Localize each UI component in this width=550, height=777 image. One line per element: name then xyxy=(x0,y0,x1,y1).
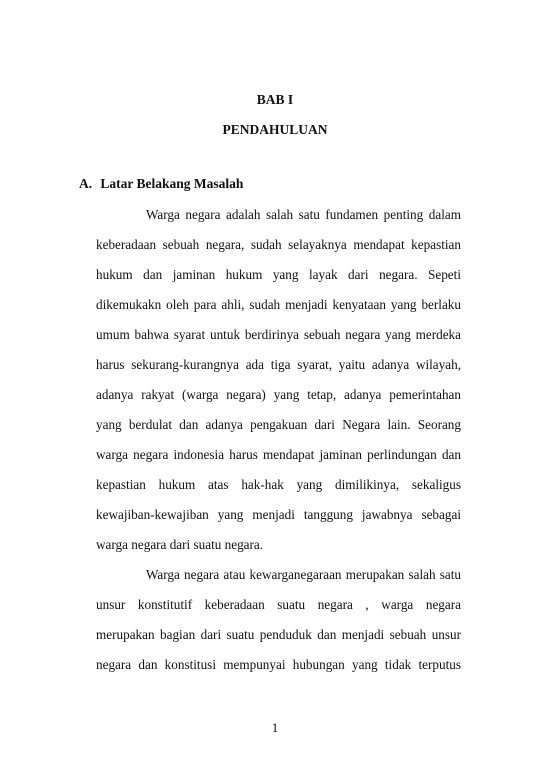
paragraph-line: warga negara indonesia harus mendapat jaminan perlindungan dan xyxy=(96,447,461,462)
paragraph-line: merupakan bagian dari suatu penduduk dan menjadi sebuah unsur xyxy=(96,627,461,642)
paragraph-line: unsur konstitutif keberadaan suatu negara , warga negara xyxy=(96,597,461,612)
paragraph-line: yang berdulat dan adanya pengakuan dari Negara lain. Seorang xyxy=(96,417,461,432)
paragraph-line: dikemukakn oleh para ahli, sudah menjadi kenyataan yang berlaku xyxy=(96,297,461,312)
section-marker: A. xyxy=(79,176,93,191)
paragraph-line: Warga negara atau kewarganegaraan merupakan salah satu xyxy=(146,567,461,582)
paragraph-line: Warga negara adalah salah satu fundamen penting dalam xyxy=(146,207,461,222)
paragraph-line: harus sekurang-kurangnya ada tiga syarat, yaitu adanya wilayah, xyxy=(96,357,461,372)
paragraph-line: hukum dan jaminan hukum yang layak dari negara. Sepeti xyxy=(96,267,461,282)
paragraph-line: adanya rakyat (warga negara) yang tetap, adanya pemerintahan xyxy=(96,387,461,402)
chapter-title: PENDAHULUAN xyxy=(222,122,328,137)
section-heading-text: Latar Belakang Masalah xyxy=(100,176,244,191)
paragraph-line: umum bahwa syarat untuk berdirinya sebuah negara yang merdeka xyxy=(96,327,461,342)
paragraph-line: kewajiban-kewajiban yang menjadi tanggung jawabnya sebagai xyxy=(96,507,461,522)
section-heading xyxy=(79,176,243,192)
chapter-number: BAB I xyxy=(256,92,294,107)
page-number: 1 xyxy=(271,720,279,735)
paragraph-line: keberadaan sebuah negara, sudah selayaknya mendapat kepastian xyxy=(96,237,461,252)
paragraph-line: negara dan konstitusi mempunyai hubungan yang tidak terputus xyxy=(96,657,461,672)
paragraph-line: warga negara dari suatu negara. xyxy=(96,537,264,552)
paragraph-line: kepastian hukum atas hak-hak yang dimilikinya, sekaligus xyxy=(96,477,461,492)
